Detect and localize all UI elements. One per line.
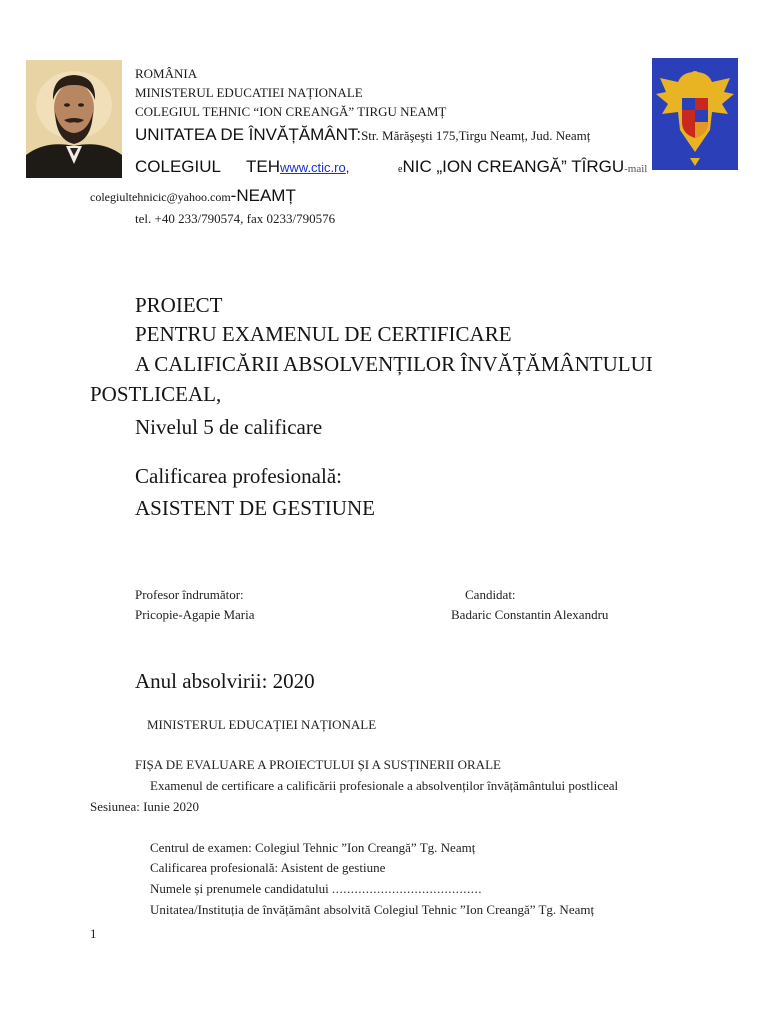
qualification-level: Nivelul 5 de calificare <box>135 415 323 439</box>
email-text: colegiultehnicic@yahoo.com <box>90 190 231 204</box>
header-ministry: MINISTERUL EDUCATIEI NAȚIONALE <box>135 85 363 100</box>
title-project: PROIECT <box>135 293 223 317</box>
phone-fax: tel. +40 233/790574, fax 0233/790576 <box>135 211 336 226</box>
coat-of-arms-image <box>652 58 738 170</box>
college-name-part <box>246 157 349 177</box>
teh-text: TEH <box>246 157 280 176</box>
e-letter: e <box>398 164 403 175</box>
form-session: Sesiunea: Iunie 2020 <box>90 799 200 814</box>
form-qualification: Calificarea profesională: Asistent de gestiune <box>150 860 386 875</box>
header-unit-line <box>135 125 590 145</box>
nic-text: NIC „ION CREANGĂ” TÎRGU <box>402 157 625 176</box>
header-country: ROMÂNIA <box>135 66 198 81</box>
email-line <box>90 186 296 206</box>
web-comma: , <box>345 160 350 175</box>
candidate-label: Candidat: <box>465 587 516 602</box>
graduation-year: Anul absolvirii: 2020 <box>135 669 315 693</box>
website-link[interactable]: www.ctic.ro <box>280 160 346 175</box>
form-candidate-label: Numele și prenumele candidatului <box>150 881 329 896</box>
professor-name: Pricopie-Agapie Maria <box>135 607 255 622</box>
mail-label: -mail <box>624 163 648 175</box>
college-name-rest <box>398 157 647 177</box>
candidate-name: Badaric Constantin Alexandru <box>451 607 609 622</box>
title-postliceal: POSTLICEAL, <box>90 382 222 406</box>
unit-label: UNITATEA DE ÎNVĂȚĂMÂNT: <box>135 125 362 144</box>
header-college: COLEGIUL TEHNIC “ION CREANGĂ” TIRGU NEAMȚ <box>135 104 447 119</box>
form-institution: Unitatea/Instituția de învățământ absolvită Colegiul Tehnic ”Ion Creangă” Tg. Neamț <box>150 902 595 917</box>
form-heading: FIȘA DE EVALUARE A PROIECTULUI ȘI A SUSȚINERII ORALE <box>135 757 501 772</box>
candidate-name-blank: ........................................ <box>331 881 482 896</box>
neamt-text: -NEAMȚ <box>230 186 296 205</box>
form-exam-center: Centrul de examen: Colegiul Tehnic ”Ion Creangă” Tg. Neamț <box>150 840 476 855</box>
form-exam-line: Examenul de certificare a calificării profesionale a absolvenților învățământului postliceal <box>150 778 619 793</box>
title-qualification: A CALIFICĂRII ABSOLVENȚILOR ÎNVĂȚĂMÂNTULUI <box>135 352 653 376</box>
qualification-value: ASISTENT DE GESTIUNE <box>135 496 375 520</box>
portrait-image <box>26 60 122 178</box>
colegiul-word: COLEGIUL <box>135 157 221 176</box>
unit-address: Str. Mărăşeşti 175,Tirgu Neamț, Jud. Neamț <box>361 128 591 143</box>
professor-label: Profesor îndrumător: <box>135 587 244 602</box>
form-candidate-line <box>150 881 482 897</box>
page-number: 1 <box>90 926 97 941</box>
qualification-label: Calificarea profesională: <box>135 464 342 488</box>
form-ministry: MINISTERUL EDUCAȚIEI NAȚIONALE <box>147 717 377 732</box>
title-exam: PENTRU EXAMENUL DE CERTIFICARE <box>135 322 512 346</box>
